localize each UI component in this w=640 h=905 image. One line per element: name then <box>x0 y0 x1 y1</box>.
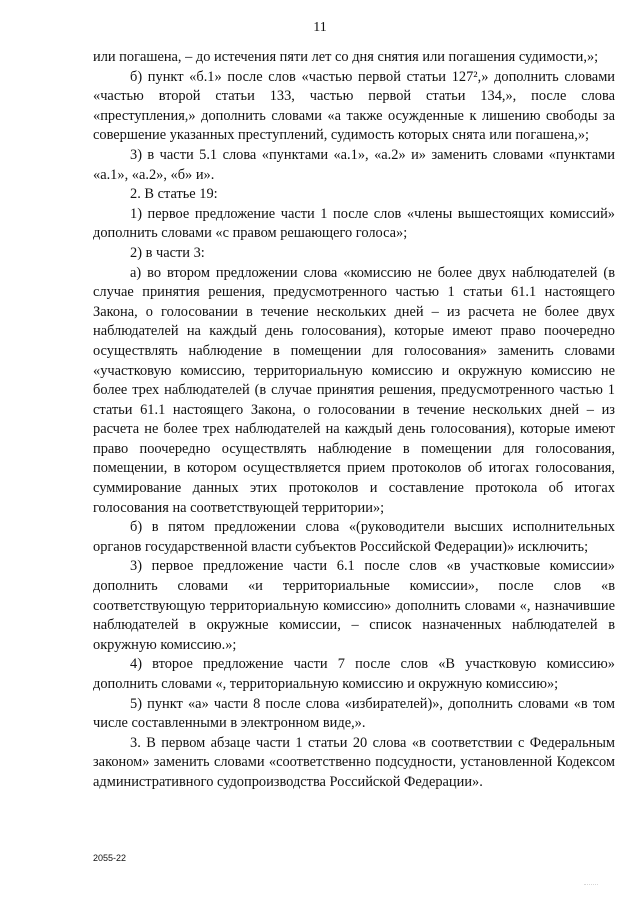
paragraph-item-b: б) пункт «б.1» после слов «частью первой статьи 127²,» дополнить словами «частью второй статьи 133, частью первой статьи 134,», после слова «преступления,» дополнить словами «а также осужденные к лишению свободы за совершение указанных преступлений, судимость которых снята или погашена,»; <box>93 68 615 144</box>
page-number: 11 <box>313 20 327 35</box>
paragraph-item-5: 5) пункт «а» части 8 после слова «избирателей)», дополнить словами «в том числе составленными в электронном виде,». <box>93 695 615 732</box>
section-heading-article-19: 2. В статье 19: <box>130 186 218 203</box>
section-heading-article-20: 3. В первом абзаце части 1 статьи 20 слова «в соответствии с Федеральным законом» заменить словами «соответственно подсудности, установленной Кодексом административного судопроизводства Российской Федерации». <box>93 734 615 790</box>
paragraph-item-4: 4) второе предложение части 7 после слов «В участковую комиссию» дополнить словами «, территориальную комиссию и окружную комиссию»; <box>93 656 615 692</box>
paragraph-item-3: 3) в части 5.1 слова «пунктами «а.1», «а.2» и» заменить словами «пунктами «а.1», «а.2», «б» и». <box>93 146 615 183</box>
paragraph-item-2b: б) в пятом предложении слова «(руководители высших исполнительных органов государственной власти субъектов Российской Федерации)» исключить; <box>93 519 615 555</box>
paragraph-item-2: 2) в части 3: <box>130 244 205 261</box>
paragraph-item-3-part-6-1: 3) первое предложение части 6.1 после слов «в участковые комиссии» дополнить словами «и территориальные комиссии», после слов «в соответствующую территориальную комиссию» дополнить словами «, назначившие наблюдателей в окружные комиссии, – список назначенных наблюдателей в окружную комиссию.»; <box>93 558 615 653</box>
paragraph-item-2a: а) во втором предложении слова «комиссию не более двух наблюдателей (в случае принятия решения, предусмотренного частью 1 статьи 61.1 настоящего Закона, о голосовании в течение нескольких дней – из расчета не более двух наблюдателей на каждый день голосования), которые имеют право поочередно осуществлять наблюдение в помещении для голосования» заменить словами «участковую комиссию, территориальную комиссию и окружную комиссию не более трех наблюдателей (в случае принятия решения, предусмотренного частью 1 статьи 61.1 настоящего Закона, о голосовании в течение нескольких дней – из расчета не более трех наблюдателей на каждый день голосования), которые имеют право поочередно осуществлять наблюдение в помещении для голосования, помещении, в котором осуществляется прием протоколов об итогах голосования, суммирование данных этих протоколов и составление протокола об итогах голосования на соответствующей территории»; <box>93 264 615 516</box>
paragraph-item-1: 1) первое предложение части 1 после слов «члены вышестоящих комиссий» дополнить словами «с правом решающего голоса»; <box>93 205 615 242</box>
paragraph-continuation: или погашена, – до истечения пяти лет со дня снятия или погашения судимости,»; <box>93 49 599 65</box>
document-code: 2055-22 <box>93 853 127 863</box>
scan-artifact <box>584 884 598 895</box>
document-body <box>93 48 615 793</box>
